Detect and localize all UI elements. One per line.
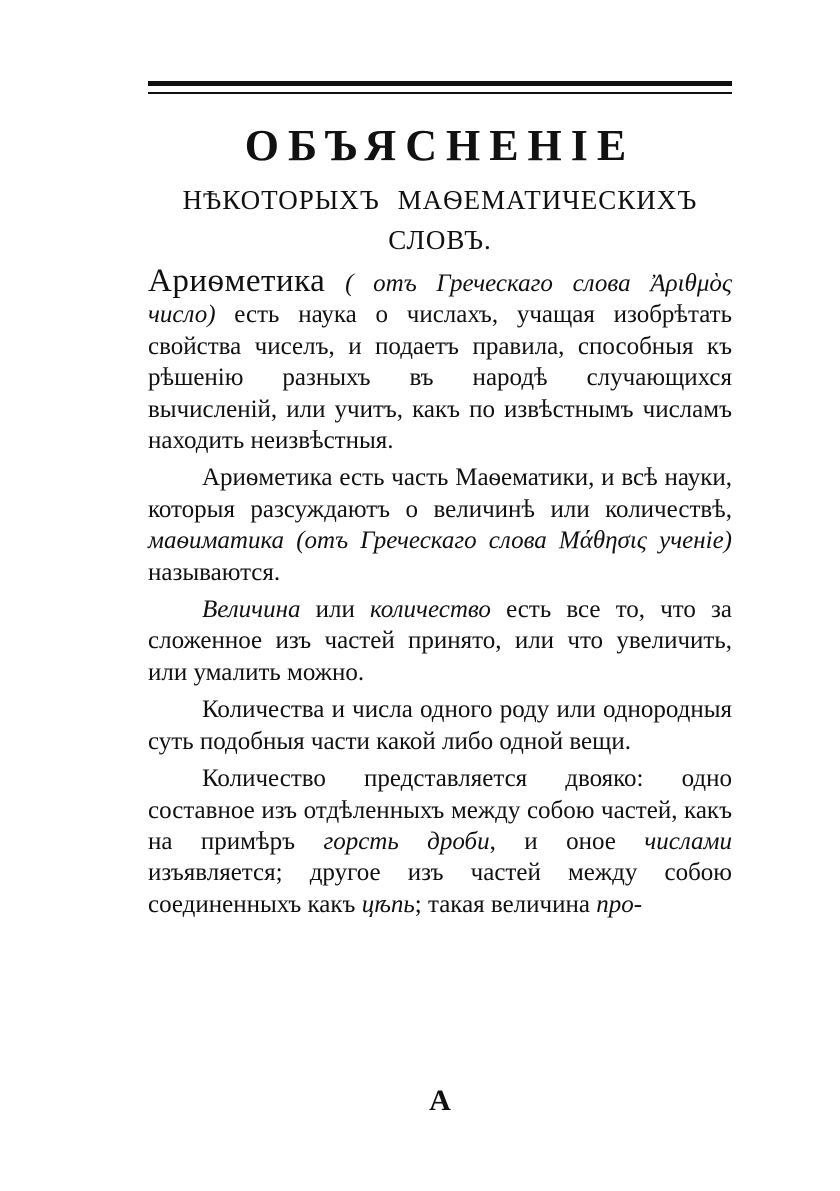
header-rule-thick bbox=[148, 81, 732, 86]
paragraph-text: Количество представляется двояко: одно составное изъ отдѣленныхъ между собою частей, какъ на примѣръ bbox=[148, 765, 732, 855]
page-subtitle-line1: НѢКОТОРЫХЪ МАѲЕМАТИЧЕСКИХЪ bbox=[182, 185, 698, 215]
paragraph-text: , и оное bbox=[489, 827, 645, 855]
paragraph-text: есть наука о числахъ, учащая изобрѣтать свойства чиселъ, и подаетъ правила, способныя къ рѣшенію разныхъ въ народѣ случающихся вычисленій, или учитъ, какъ по извѣстнымъ числамъ находить неизвѣстныя. bbox=[148, 301, 732, 455]
signature-mark: A bbox=[429, 1084, 451, 1117]
paragraph-text: изъявляется; другое изъ частей между собою соединенныхъ какъ bbox=[148, 859, 732, 918]
paragraph-mathematics bbox=[148, 462, 732, 588]
term-chain: цѣпь bbox=[361, 890, 415, 918]
paragraph-quantity-kinds bbox=[148, 763, 732, 920]
paragraph-homogeneous bbox=[148, 694, 732, 757]
paragraph-text: или bbox=[300, 596, 371, 624]
term-continuation: про- bbox=[596, 890, 643, 918]
term-numbers: числами bbox=[644, 827, 733, 855]
body-text bbox=[148, 263, 733, 926]
paragraph-magnitude bbox=[148, 594, 732, 688]
term-handful-of-shot: горсть дроби bbox=[323, 827, 490, 855]
term-mathematics: маѳиматика (отъ Греческаго слова Μάθησις ученіе) bbox=[148, 527, 732, 555]
paragraph-text: Количества и числа одного роду или однородныя суть подобныя части какой либо одной вещи. bbox=[148, 696, 732, 755]
lead-word: Ариѳметика bbox=[148, 263, 326, 299]
page-subtitle-line2: СЛОВЪ. bbox=[388, 225, 492, 255]
header-rule-thin bbox=[148, 92, 732, 94]
term-quantity: количество bbox=[370, 596, 491, 624]
paragraph-text: ; такая величина bbox=[414, 890, 597, 918]
paragraph-text: Ариѳметика есть часть Маѳематики, и всѣ науки, которыя разсуждаютъ о величинѣ или количествѣ, bbox=[148, 464, 732, 523]
etymology-greek: ( отъ Греческаго слова Ἀριθμὸς число) bbox=[148, 270, 733, 329]
term-magnitude: Величина bbox=[202, 596, 301, 624]
page-title: ОБЪЯСНЕНІЕ bbox=[244, 121, 636, 170]
paragraph-arithmetic bbox=[148, 263, 733, 456]
paragraph-text: есть все то, что за сложенное изъ частей принято, или что увеличить, или умалить можно. bbox=[148, 596, 732, 686]
paragraph-text: называются. bbox=[148, 558, 281, 586]
